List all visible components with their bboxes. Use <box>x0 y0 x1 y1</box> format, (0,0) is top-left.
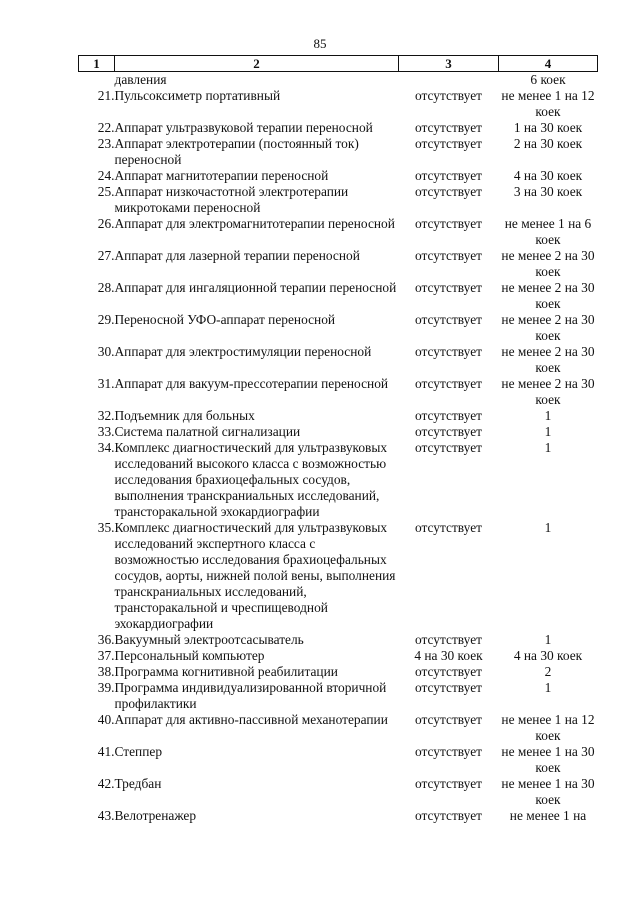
equipment-name: Тредбан <box>114 776 162 791</box>
table-row <box>79 776 598 808</box>
equipment-name: Подъемник для больных <box>114 408 255 423</box>
current-status: отсутствует <box>415 520 482 535</box>
equipment-name: Аппарат ультразвуковой терапии переносной <box>114 120 373 135</box>
table-row <box>79 440 598 520</box>
row-number: 35. <box>97 520 115 535</box>
row-number: 34. <box>97 440 115 455</box>
equipment-name: Программа индивидуализированной вторичной профилактики <box>114 680 387 711</box>
table-row <box>79 280 598 312</box>
table-row <box>79 376 598 408</box>
row-number: 37. <box>97 648 115 663</box>
current-status: отсутствует <box>415 632 482 647</box>
required-quantity: 1 <box>544 424 552 439</box>
required-quantity: 4 на 30 коек <box>513 648 583 663</box>
current-status: отсутствует <box>415 664 482 679</box>
current-status: отсутствует <box>415 88 482 103</box>
current-status: отсутствует <box>415 424 482 439</box>
row-number: 23. <box>97 136 115 151</box>
row-number: 43. <box>97 808 115 823</box>
row-number: 41. <box>97 744 115 759</box>
current-status: отсутствует <box>415 744 482 759</box>
current-status: отсутствует <box>415 280 482 295</box>
table-header <box>79 56 598 72</box>
equipment-name: Аппарат для электромагнитотерапии переносной <box>114 216 395 231</box>
table-body <box>79 72 598 825</box>
header-col-1: 1 <box>79 56 115 72</box>
required-quantity: 1 <box>544 680 552 695</box>
required-quantity: не менее 2 на 30 коек <box>501 312 595 343</box>
required-quantity: 2 <box>544 664 552 679</box>
required-quantity: не менее 2 на 30 коек <box>501 344 595 375</box>
header-col-2: 2 <box>115 56 399 72</box>
current-status: отсутствует <box>415 216 482 231</box>
required-quantity: 2 на 30 коек <box>513 136 583 151</box>
current-status: отсутствует <box>415 136 482 151</box>
table-row <box>79 312 598 344</box>
equipment-table <box>78 55 598 824</box>
current-status: отсутствует <box>415 120 482 135</box>
current-status: 4 на 30 коек <box>414 648 483 663</box>
equipment-name: Велотренажер <box>114 808 197 823</box>
current-status: отсутствует <box>415 168 482 183</box>
header-col-3: 3 <box>399 56 499 72</box>
equipment-name: Степпер <box>114 744 163 759</box>
row-number: 30. <box>97 344 115 359</box>
equipment-name: Аппарат для электростимуляции переносной <box>114 344 372 359</box>
table-row <box>79 648 598 664</box>
row-number: 40. <box>97 712 115 727</box>
table-row <box>79 520 598 632</box>
row-number <box>79 72 115 89</box>
equipment-name: Аппарат для лазерной терапии переносной <box>114 248 360 263</box>
current-status: отсутствует <box>415 440 482 455</box>
equipment-name: Аппарат электротерапии (постоянный ток) переносной <box>114 136 359 167</box>
equipment-name: Пульсоксиметр портативный <box>114 88 281 103</box>
equipment-name: Аппарат для вакуум-прессотерапии переносной <box>114 376 389 391</box>
table-row <box>79 216 598 248</box>
row-number: 33. <box>97 424 115 439</box>
equipment-name: Система палатной сигнализации <box>114 424 301 439</box>
table-row <box>79 680 598 712</box>
row-number: 38. <box>97 664 115 679</box>
row-number: 24. <box>97 168 115 183</box>
required-quantity: не менее 2 на 30 коек <box>501 248 595 279</box>
current-status: отсутствует <box>415 248 482 263</box>
table-row <box>79 424 598 440</box>
required-quantity: 1 <box>544 408 552 423</box>
page-number: 85 <box>313 36 327 51</box>
equipment-name: Переносной УФО-аппарат переносной <box>114 312 336 327</box>
row-number: 36. <box>97 632 115 647</box>
current-status: отсутствует <box>415 680 482 695</box>
current-status: отсутствует <box>415 408 482 423</box>
equipment-name: Программа когнитивной реабилитации <box>114 664 338 679</box>
current-status: отсутствует <box>415 312 482 327</box>
row-number: 32. <box>97 408 115 423</box>
required-quantity: не менее 2 на 30 коек <box>501 376 595 407</box>
current-status: отсутствует <box>415 712 482 727</box>
table-row <box>79 712 598 744</box>
current-status: отсутствует <box>415 344 482 359</box>
table-row <box>79 408 598 424</box>
table-row <box>79 248 598 280</box>
required-quantity: не менее 1 на 30 коек <box>501 776 595 807</box>
table-row <box>79 344 598 376</box>
required-quantity: не менее 1 на <box>509 808 587 823</box>
table-row <box>79 744 598 776</box>
required-quantity: 1 <box>544 520 552 535</box>
table-row <box>79 184 598 216</box>
equipment-name: Аппарат для ингаляционной терапии переносной <box>114 280 397 295</box>
row-number: 42. <box>97 776 115 791</box>
table-row <box>79 632 598 648</box>
row-number: 28. <box>97 280 115 295</box>
equipment-name: Комплекс диагностический для ультразвуковых исследований высокого класса с возможностью исследования брахиоцефальных сосудов, выполнения транскраниальных исследований, трансторакальной эхокардиографии <box>114 440 388 519</box>
table-row <box>79 88 598 120</box>
header-col-4: 4 <box>499 56 598 72</box>
required-quantity: 4 на 30 коек <box>513 168 583 183</box>
row-number: 31. <box>97 376 115 391</box>
row-number: 27. <box>97 248 115 263</box>
required-quantity: не менее 1 на 12 коек <box>501 88 595 119</box>
required-quantity: 1 <box>544 440 552 455</box>
row-number: 26. <box>97 216 115 231</box>
required-quantity: 1 на 30 коек <box>513 120 583 135</box>
row-number: 39. <box>97 680 115 695</box>
current-status: отсутствует <box>415 376 482 391</box>
table-row <box>79 168 598 184</box>
required-quantity: 3 на 30 коек <box>513 184 583 199</box>
row-number: 25. <box>97 184 115 199</box>
required-quantity: 1 <box>544 632 552 647</box>
equipment-name: Персональный компьютер <box>114 648 265 663</box>
required-quantity: не менее 1 на 6 коек <box>504 216 592 247</box>
row-number: 29. <box>97 312 115 327</box>
row-number: 21. <box>97 88 115 103</box>
equipment-name: Аппарат низкочастотной электротерапии микротоками переносной <box>114 184 349 215</box>
table-row <box>79 72 598 89</box>
equipment-name: Аппарат магнитотерапии переносной <box>114 168 329 183</box>
current-status <box>399 72 499 89</box>
current-status: отсутствует <box>415 776 482 791</box>
required-quantity: не менее 2 на 30 коек <box>501 280 595 311</box>
table-row <box>79 120 598 136</box>
current-status: отсутствует <box>415 808 482 823</box>
equipment-name: Аппарат для активно-пассивной механотерапии <box>114 712 388 727</box>
table-row <box>79 664 598 680</box>
required-quantity: не менее 1 на 30 коек <box>501 744 595 775</box>
equipment-name: Комплекс диагностический для ультразвуковых исследований экспертного класса с возможностью исследования брахиоцефальных сосудов, аорты, нижней полой вены, выполнения транскраниальных исследований, трансторакальной и чреспищеводной эхокардиографии <box>114 520 396 631</box>
table-row <box>79 136 598 168</box>
row-number: 22. <box>97 120 115 135</box>
required-quantity: не менее 1 на 12 коек <box>501 712 595 743</box>
equipment-name: Вакуумный электроотсасыватель <box>114 632 304 647</box>
equipment-name: давления <box>114 72 167 87</box>
table-row <box>79 808 598 824</box>
current-status: отсутствует <box>415 184 482 199</box>
required-quantity: 6 коек <box>530 72 566 87</box>
